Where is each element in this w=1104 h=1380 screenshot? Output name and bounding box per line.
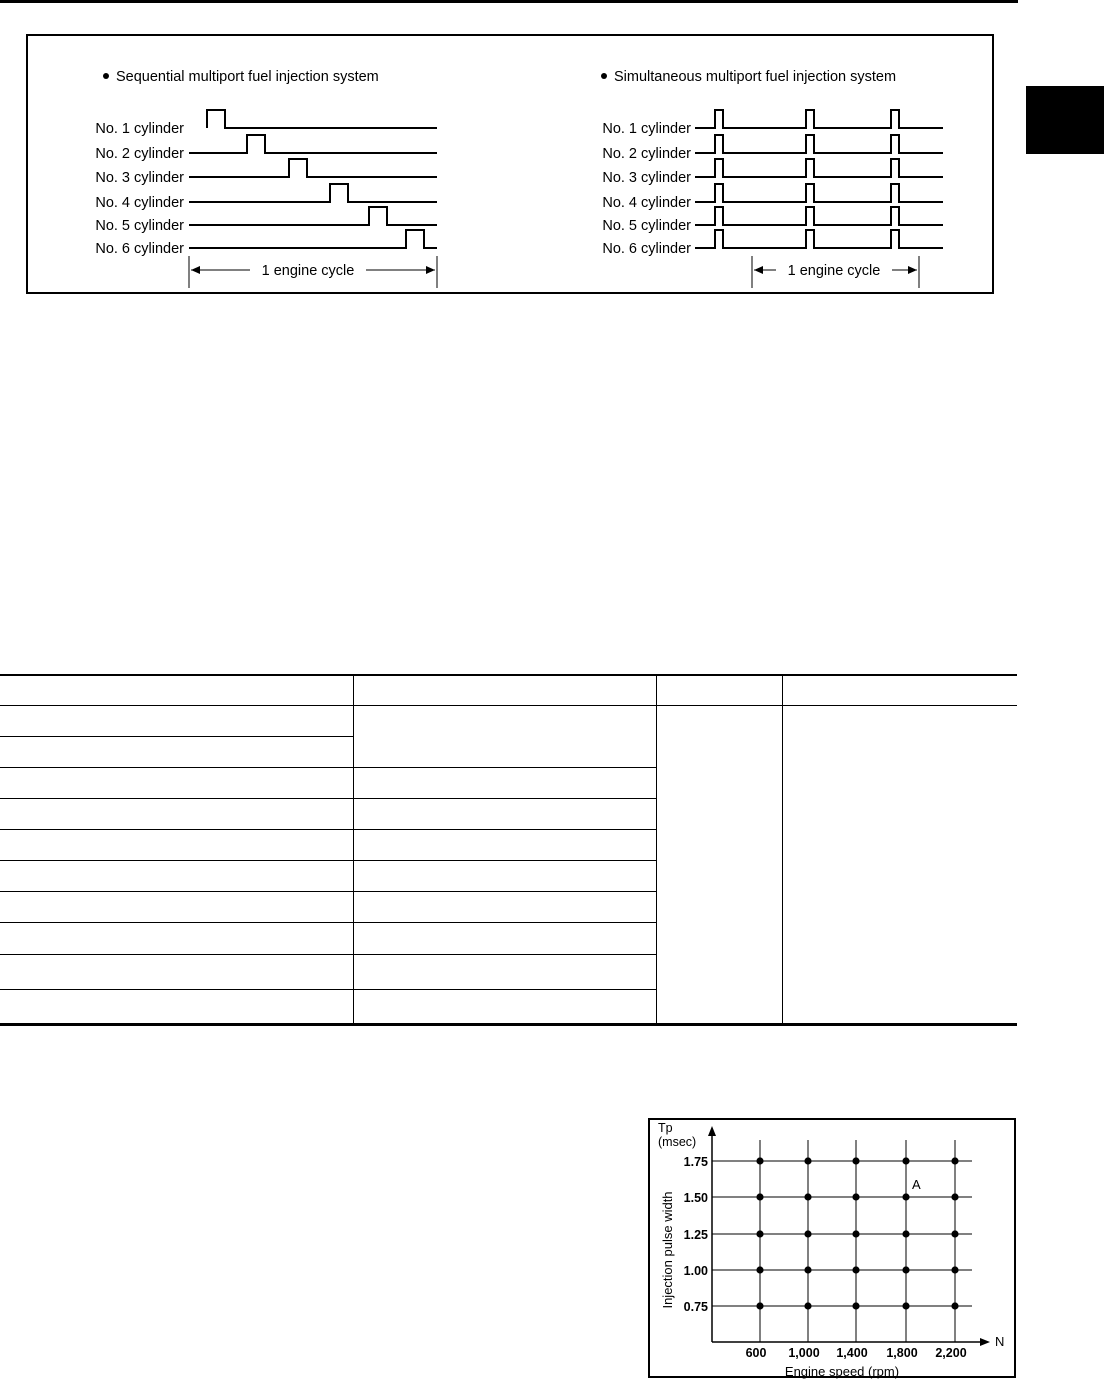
cylinder-label: No. 5 cylinder [95,218,184,234]
simultaneous-pulse-trace [695,207,943,225]
y-tick-label: 1.00 [683,1264,708,1278]
x-tick-label: 1,800 [886,1346,918,1360]
simultaneous-pulse-trace [695,135,943,153]
injection-map-svg [650,1120,1018,1380]
cylinder-label: No. 3 cylinder [602,170,691,186]
map-point [804,1230,811,1237]
map-point [756,1193,763,1200]
simultaneous-pulse-trace [695,184,943,202]
sequential-pulse-trace [189,159,437,177]
map-point [804,1302,811,1309]
map-point [902,1266,909,1273]
sequential-cycle-label: 1 engine cycle [261,263,355,279]
table-row-rule [0,954,656,955]
table-top-rule [0,674,1017,676]
table-row-rule [0,798,656,799]
map-point [852,1193,859,1200]
map-point [756,1157,763,1164]
map-point [852,1302,859,1309]
arrow-right-icon [908,266,917,274]
y-tick-label: 1.50 [683,1191,708,1205]
map-point [902,1193,909,1200]
map-point [852,1157,859,1164]
table-header-rule [0,705,1017,706]
cylinder-label: No. 1 cylinder [95,121,184,137]
simultaneous-cycle-label: 1 engine cycle [787,263,881,279]
cylinder-label: No. 2 cylinder [602,146,691,162]
map-point [804,1157,811,1164]
map-point [951,1193,958,1200]
cylinder-label: No. 4 cylinder [602,195,691,211]
x-tick-label: 1,400 [836,1346,868,1360]
bullet-icon [601,73,607,79]
map-point [951,1302,958,1309]
map-point [951,1157,958,1164]
section-tab-marker [1026,86,1104,154]
x-axis-label: Engine speed (rpm) [784,1364,900,1379]
table-column-rule [782,674,783,1024]
x-axis-arrow-icon [980,1338,990,1346]
sequential-pulse-trace [207,110,437,128]
simultaneous-pulse-trace [695,230,943,248]
sequential-pulse-trace [189,135,437,153]
table-row-rule [0,891,656,892]
map-point [951,1230,958,1237]
y-tick-label: 0.75 [683,1300,708,1314]
page-top-rule [0,0,1018,3]
injection-timing-diagram [26,34,994,294]
map-point [756,1302,763,1309]
table-column-rule [656,674,657,1024]
x-tick-label: 600 [745,1346,767,1360]
y-axis-top-label: Tp [658,1121,673,1135]
sequential-pulse-trace [189,184,437,202]
point-a-annotation: A [912,1177,921,1192]
cylinder-label: No. 5 cylinder [602,218,691,234]
cylinder-label: No. 2 cylinder [95,146,184,162]
cylinder-label: No. 1 cylinder [602,121,691,137]
sequential-pulse-trace [189,207,437,225]
arrow-left-icon [754,266,763,274]
spec-table [0,674,1017,1026]
table-row-rule [0,829,656,830]
bullet-icon [103,73,109,79]
sequential-title: Sequential multiport fuel injection system [116,69,379,85]
injection-map-chart [648,1118,1016,1378]
table-row-rule [0,767,656,768]
table-row-rule [0,922,656,923]
map-point [902,1230,909,1237]
arrow-left-icon [191,266,200,274]
map-point [756,1230,763,1237]
x-axis-end-label: N [995,1334,1005,1349]
timing-diagram-svg [28,36,992,292]
map-point [852,1230,859,1237]
map-point [902,1157,909,1164]
y-axis-arrow-icon [708,1126,716,1136]
y-axis-unit: (msec) [658,1135,697,1149]
table-row-rule [0,989,656,990]
y-axis-label: Injection pulse width [660,1191,675,1309]
y-tick-label: 1.75 [683,1155,708,1169]
simultaneous-pulse-trace [695,110,943,128]
x-tick-label: 1,000 [788,1346,820,1360]
sequential-pulse-trace [189,230,437,248]
cylinder-label: No. 6 cylinder [602,241,691,257]
y-tick-label: 1.25 [683,1228,708,1242]
cylinder-label: No. 3 cylinder [95,170,184,186]
simultaneous-title: Simultaneous multiport fuel injection system [614,69,897,85]
map-point [902,1302,909,1309]
cylinder-label: No. 6 cylinder [95,241,184,257]
map-point [852,1266,859,1273]
cylinder-label: No. 4 cylinder [95,195,184,211]
map-point [756,1266,763,1273]
map-point [951,1266,958,1273]
table-column-rule [353,674,354,1024]
arrow-right-icon [426,266,435,274]
map-point [804,1193,811,1200]
x-tick-label: 2,200 [935,1346,967,1360]
simultaneous-pulse-trace [695,159,943,177]
table-row-rule [0,860,656,861]
table-bottom-rule [0,1023,1017,1026]
table-row-rule [0,736,353,737]
map-point [804,1266,811,1273]
